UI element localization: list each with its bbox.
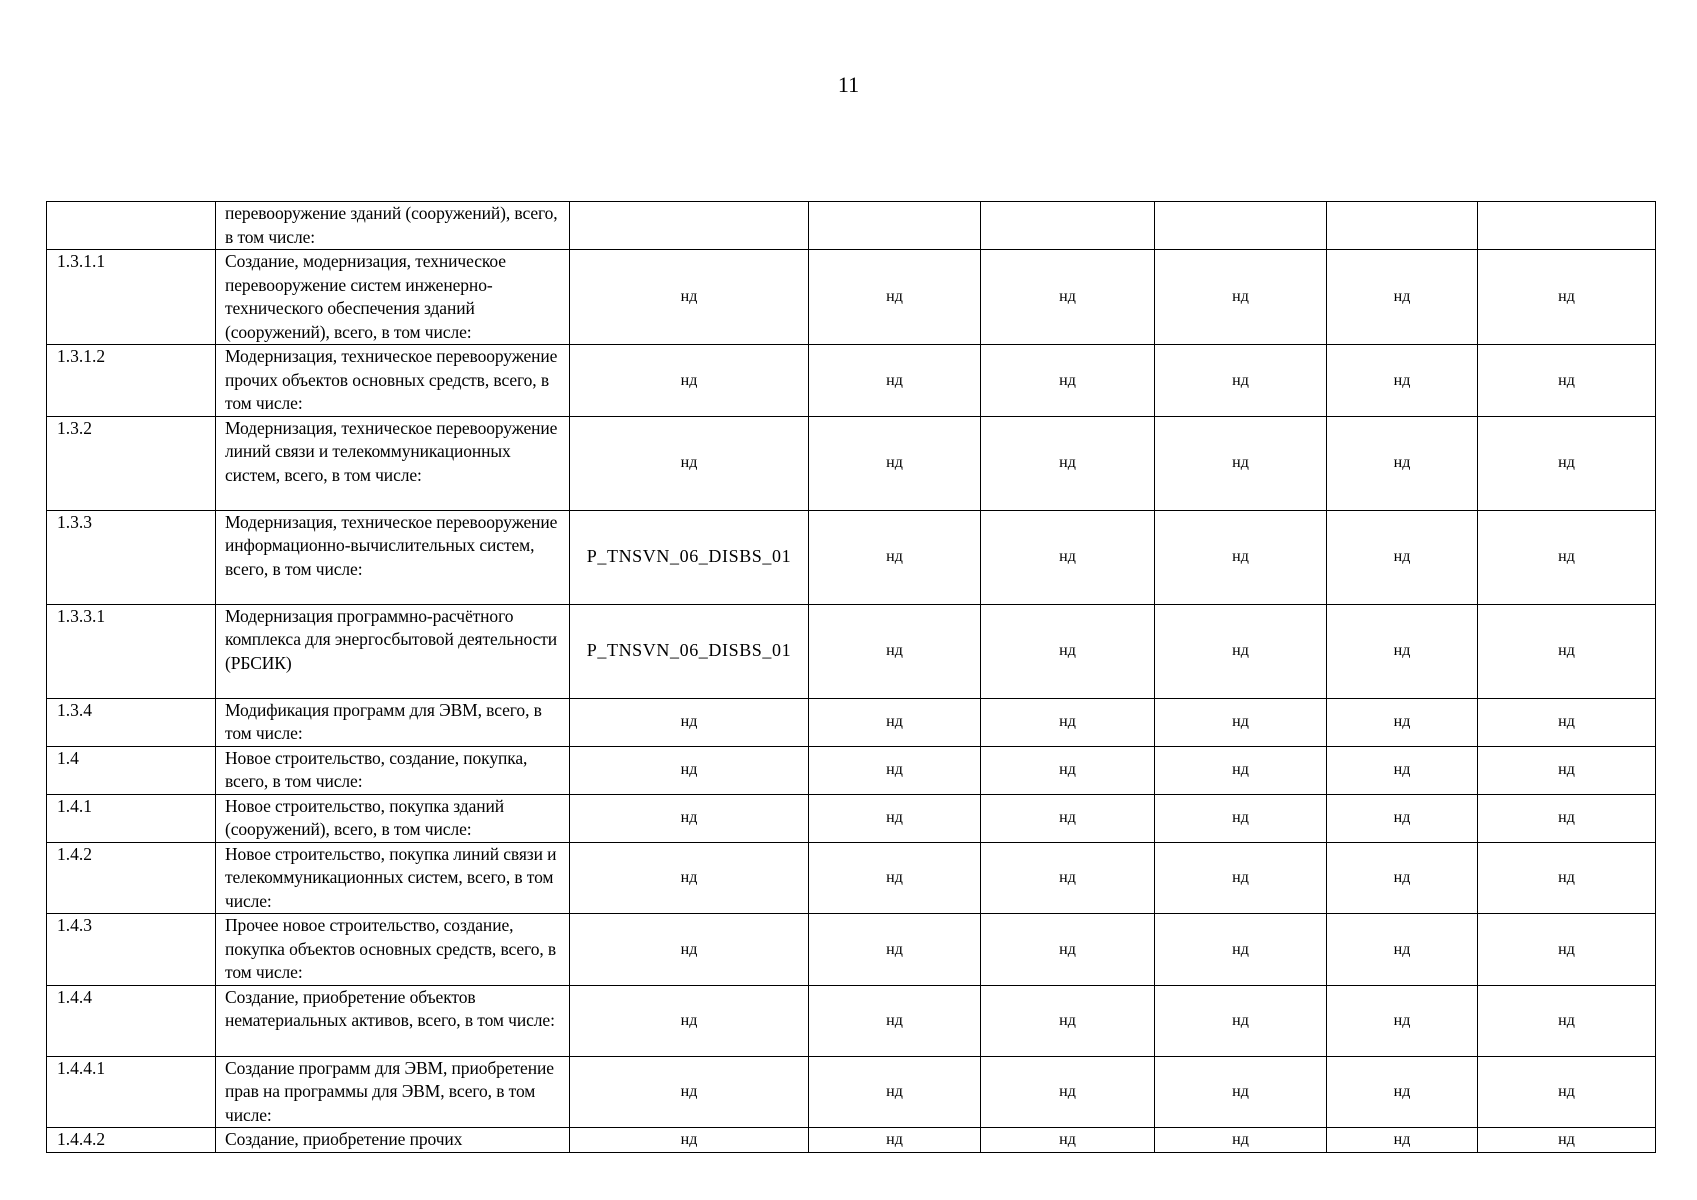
project-code-cell: P_TNSVN_06_DISBS_01 [570,604,809,698]
value-cell: нд [809,604,981,698]
value-cell: нд [1478,698,1656,746]
table-row [47,698,1656,746]
value-cell: нд [981,510,1155,604]
table-row [47,914,1656,986]
value-cell: нд [1327,345,1478,417]
value-cell: нд [981,914,1155,986]
value-cell: нд [1327,604,1478,698]
row-description-cell: Создание, приобретение прочих [216,1128,570,1153]
value-cell: нд [1155,345,1327,417]
value-cell: нд [1478,1128,1656,1153]
value-cell: нд [809,1128,981,1153]
project-code-cell: нд [570,345,809,417]
table-row [47,510,1656,604]
row-description-cell: Прочее новое строительство, создание, покупка объектов основных средств, всего, в том числе: [216,914,570,986]
value-cell: нд [1327,794,1478,842]
row-description-cell: Модернизация, техническое перевооружение прочих объектов основных средств, всего, в том числе: [216,345,570,417]
value-cell [1327,202,1478,250]
project-code-cell: нд [570,985,809,1056]
table-row [47,1056,1656,1128]
row-number-cell: 1.4 [47,746,216,794]
value-cell: нд [1327,1056,1478,1128]
value-cell: нд [1327,698,1478,746]
table-row [47,345,1656,417]
value-cell: нд [1155,985,1327,1056]
value-cell: нд [809,746,981,794]
value-cell: нд [1155,1128,1327,1153]
value-cell: нд [809,1056,981,1128]
value-cell: нд [981,1056,1155,1128]
row-number-cell: 1.4.3 [47,914,216,986]
value-cell: нд [1155,842,1327,914]
value-cell: нд [809,794,981,842]
project-code-cell: P_TNSVN_06_DISBS_01 [570,510,809,604]
row-number-cell: 1.4.1 [47,794,216,842]
table-row [47,604,1656,698]
row-number-cell: 1.4.2 [47,842,216,914]
row-description-cell: Модернизация, техническое перевооружение линий связи и телекоммуникационных систем, всего, в том числе: [216,416,570,510]
value-cell: нд [1478,842,1656,914]
value-cell: нд [809,985,981,1056]
value-cell: нд [809,250,981,345]
row-number-cell: 1.4.4.2 [47,1128,216,1153]
row-description-cell: Модификация программ для ЭВМ, всего, в том числе: [216,698,570,746]
table-row [47,202,1656,250]
value-cell: нд [981,985,1155,1056]
row-description-cell: Создание, модернизация, техническое перевооружение систем инженерно-технического обеспечения зданий (сооружений), всего, в том числе: [216,250,570,345]
table-row [47,250,1656,345]
value-cell: нд [1478,604,1656,698]
row-description-cell: Создание программ для ЭВМ, приобретение прав на программы для ЭВМ, всего, в том числе: [216,1056,570,1128]
value-cell: нд [981,250,1155,345]
value-cell: нд [1478,746,1656,794]
value-cell: нд [981,604,1155,698]
value-cell: нд [809,416,981,510]
project-code-cell [570,202,809,250]
value-cell: нд [981,416,1155,510]
value-cell: нд [1327,416,1478,510]
value-cell: нд [981,794,1155,842]
table-row [47,794,1656,842]
value-cell: нд [809,914,981,986]
row-number-cell: 1.4.4.1 [47,1056,216,1128]
value-cell: нд [1327,914,1478,986]
value-cell: нд [1478,914,1656,986]
project-code-cell: нд [570,914,809,986]
project-code-cell: нд [570,250,809,345]
row-number-cell: 1.3.1.2 [47,345,216,417]
row-number-cell: 1.3.3.1 [47,604,216,698]
value-cell [981,202,1155,250]
value-cell: нд [1478,985,1656,1056]
table-row [47,985,1656,1056]
value-cell: нд [1327,842,1478,914]
project-code-cell: нд [570,698,809,746]
project-code-cell: нд [570,1056,809,1128]
value-cell: нд [1155,1056,1327,1128]
row-number-cell: 1.3.2 [47,416,216,510]
table-row [47,416,1656,510]
row-description-cell: Новое строительство, создание, покупка, всего, в том числе: [216,746,570,794]
project-code-cell: нд [570,794,809,842]
row-description-cell: Модернизация программно-расчётного комплекса для энергосбытовой деятельности (РБСИК) [216,604,570,698]
value-cell: нд [981,842,1155,914]
value-cell: нд [1478,416,1656,510]
value-cell: нд [1155,746,1327,794]
value-cell: нд [1478,510,1656,604]
row-number-cell: 1.3.4 [47,698,216,746]
value-cell: нд [1478,1056,1656,1128]
row-number-cell: 1.3.3 [47,510,216,604]
value-cell: нд [1327,1128,1478,1153]
row-description-cell: Создание, приобретение объектов нематериальных активов, всего, в том числе: [216,985,570,1056]
value-cell: нд [1327,746,1478,794]
project-code-cell: нд [570,1128,809,1153]
row-number-cell [47,202,216,250]
row-number-cell: 1.4.4 [47,985,216,1056]
row-description-cell: Новое строительство, покупка линий связи и телекоммуникационных систем, всего, в том числе: [216,842,570,914]
value-cell: нд [809,842,981,914]
value-cell: нд [1155,250,1327,345]
project-code-cell: нд [570,746,809,794]
row-description-cell: Модернизация, техническое перевооружение информационно-вычислительных систем, всего, в том числе: [216,510,570,604]
value-cell: нд [1155,914,1327,986]
value-cell: нд [1155,698,1327,746]
value-cell: нд [981,698,1155,746]
row-number-cell: 1.3.1.1 [47,250,216,345]
value-cell: нд [981,746,1155,794]
value-cell: нд [1155,510,1327,604]
value-cell: нд [1155,794,1327,842]
value-cell: нд [1155,604,1327,698]
page-number: 11 [837,72,860,97]
value-cell: нд [1478,794,1656,842]
value-cell: нд [981,345,1155,417]
value-cell [1155,202,1327,250]
value-cell: нд [981,1128,1155,1153]
row-description-cell: Новое строительство, покупка зданий (сооружений), всего, в том числе: [216,794,570,842]
value-cell: нд [809,510,981,604]
value-cell: нд [1155,416,1327,510]
value-cell: нд [1327,510,1478,604]
table-row [47,842,1656,914]
value-cell [809,202,981,250]
value-cell: нд [1327,985,1478,1056]
value-cell: нд [809,345,981,417]
value-cell [1478,202,1656,250]
investment-table [46,201,1656,1153]
project-code-cell: нд [570,842,809,914]
value-cell: нд [809,698,981,746]
value-cell: нд [1478,345,1656,417]
table-row [47,746,1656,794]
value-cell: нд [1327,250,1478,345]
table-row [47,1128,1656,1153]
project-code-cell: нд [570,416,809,510]
row-description-cell: перевооружение зданий (сооружений), всего, в том числе: [216,202,570,250]
table-body [47,202,1656,1153]
value-cell: нд [1478,250,1656,345]
